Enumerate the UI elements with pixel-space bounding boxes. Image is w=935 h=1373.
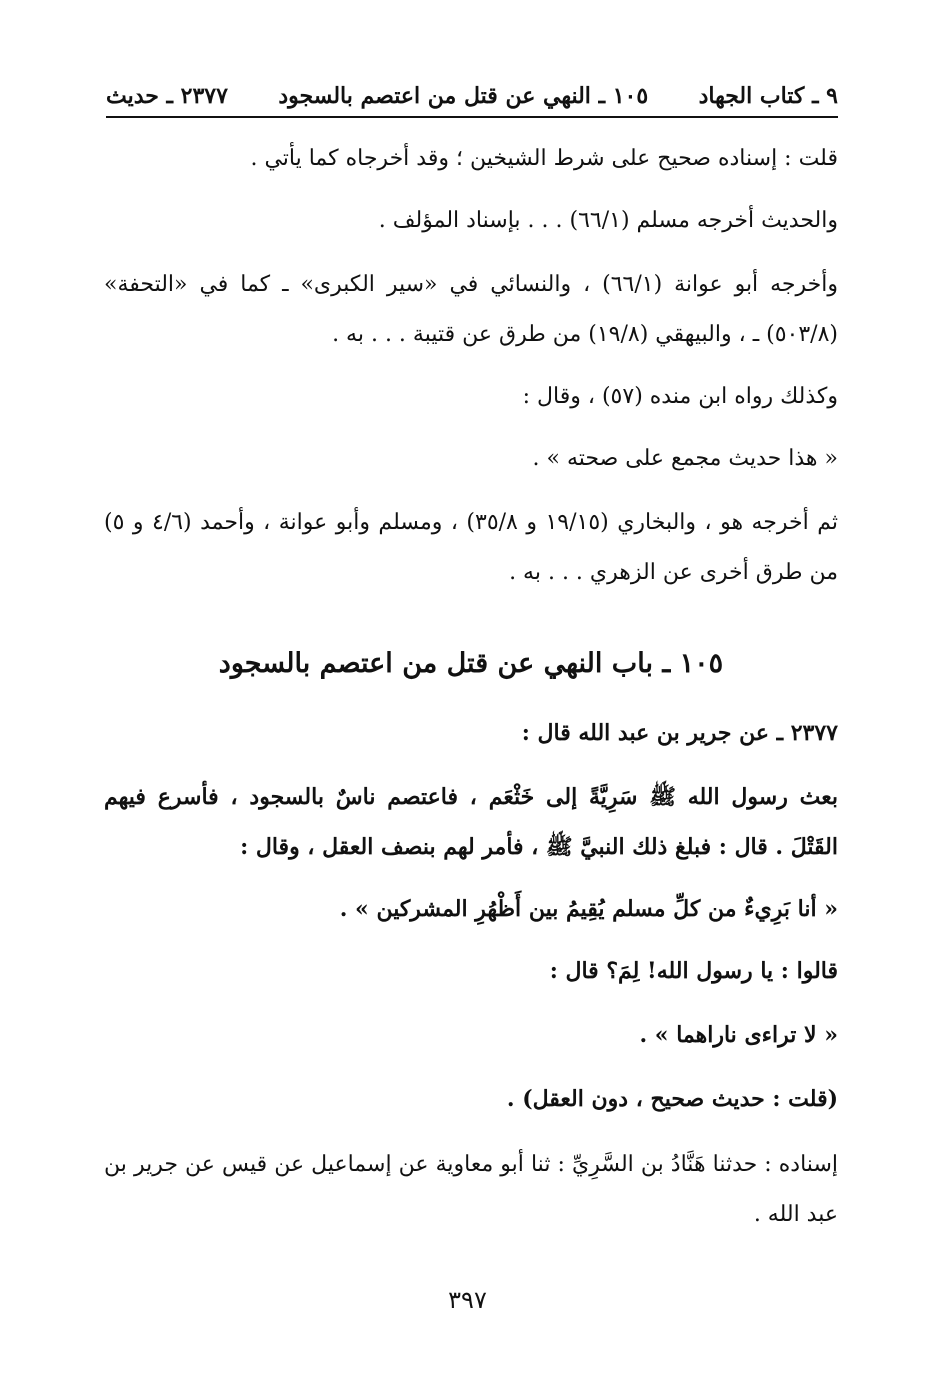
hadith-grading: (قلت : حديث صحيح ، دون العقل) . [506,1086,838,1112]
paragraph-other-sources: وأخرجه أبو عوانة (٦٦/١) ، والنسائي في «سير الكبرى» ـ كما في «التحفة» (٥٠٣/٨) ـ ، والبيهقي (١٩/٨) من طرق عن قتيبة . . . به . [104,272,838,347]
page-number: ٣٩٧ [448,1286,487,1314]
running-header [106,78,838,114]
hadith-quote-barii: « أنا بَرِيءٌ من كلِّ مسلم يُقِيمُ بين أَظْهُرِ المشركين » . [339,896,838,922]
hadith-text: بعث رسول الله ﷺ سَرِيَّةً إلى خَثْعَم ، فاعتصم ناسٌ بالسجود ، فأسرع فيهم القَتْلَ . قال : فبلغ ذلك النبيَّ ﷺ ، فأمر لهم بنصف العقل ، وقال : [104,784,838,860]
hadith-isnad: إسناده : حدثنا هَنَّادُ بن السَّرِيِّ : ثنا أبو معاوية عن إسماعيل عن قيس عن جرير بن عبد الله . [104,1152,838,1227]
paragraph-quote-consensus: « هذا حديث مجمع على صحته » . [532,446,838,471]
paragraph-muslim-reference: والحديث أخرجه مسلم (٦٦/١) . . . بإسناد المؤلف . [378,208,838,233]
paragraph-ibn-mandah: وكذلك رواه ابن منده (٥٧) ، وقال : [522,384,838,409]
hadith-question: قالوا : يا رسول الله! لِمَ؟ قال : [549,958,838,984]
paragraph-further-sources: ثم أخرجه هو ، والبخاري (١٩/١٥ و ٣٥/٨) ، ومسلم وأبو عوانة ، وأحمد (٤/٦ و ٥) من طرق أخرى عن الزهري . . . به . [104,510,838,585]
chapter-heading: ١٠٥ ـ باب النهي عن قتل من اعتصم بالسجود [218,648,724,679]
header-hadith-number: ٢٣٧٧ ـ حديث [106,83,228,109]
paragraph-isnad-assessment: قلت : إسناده صحيح على شرط الشيخين ؛ وقد أخرجاه كما يأتي . [250,146,838,171]
hadith-intro: ٢٣٧٧ ـ عن جرير بن عبد الله قال : [521,720,838,746]
header-divider [106,116,838,118]
header-chapter-title: ١٠٥ ـ النهي عن قتل من اعتصم بالسجود [278,83,649,109]
header-book-title: ٩ ـ كتاب الجهاد [698,83,838,109]
hadith-quote-taraa: « لا تراءى ناراهما » . [639,1022,838,1048]
